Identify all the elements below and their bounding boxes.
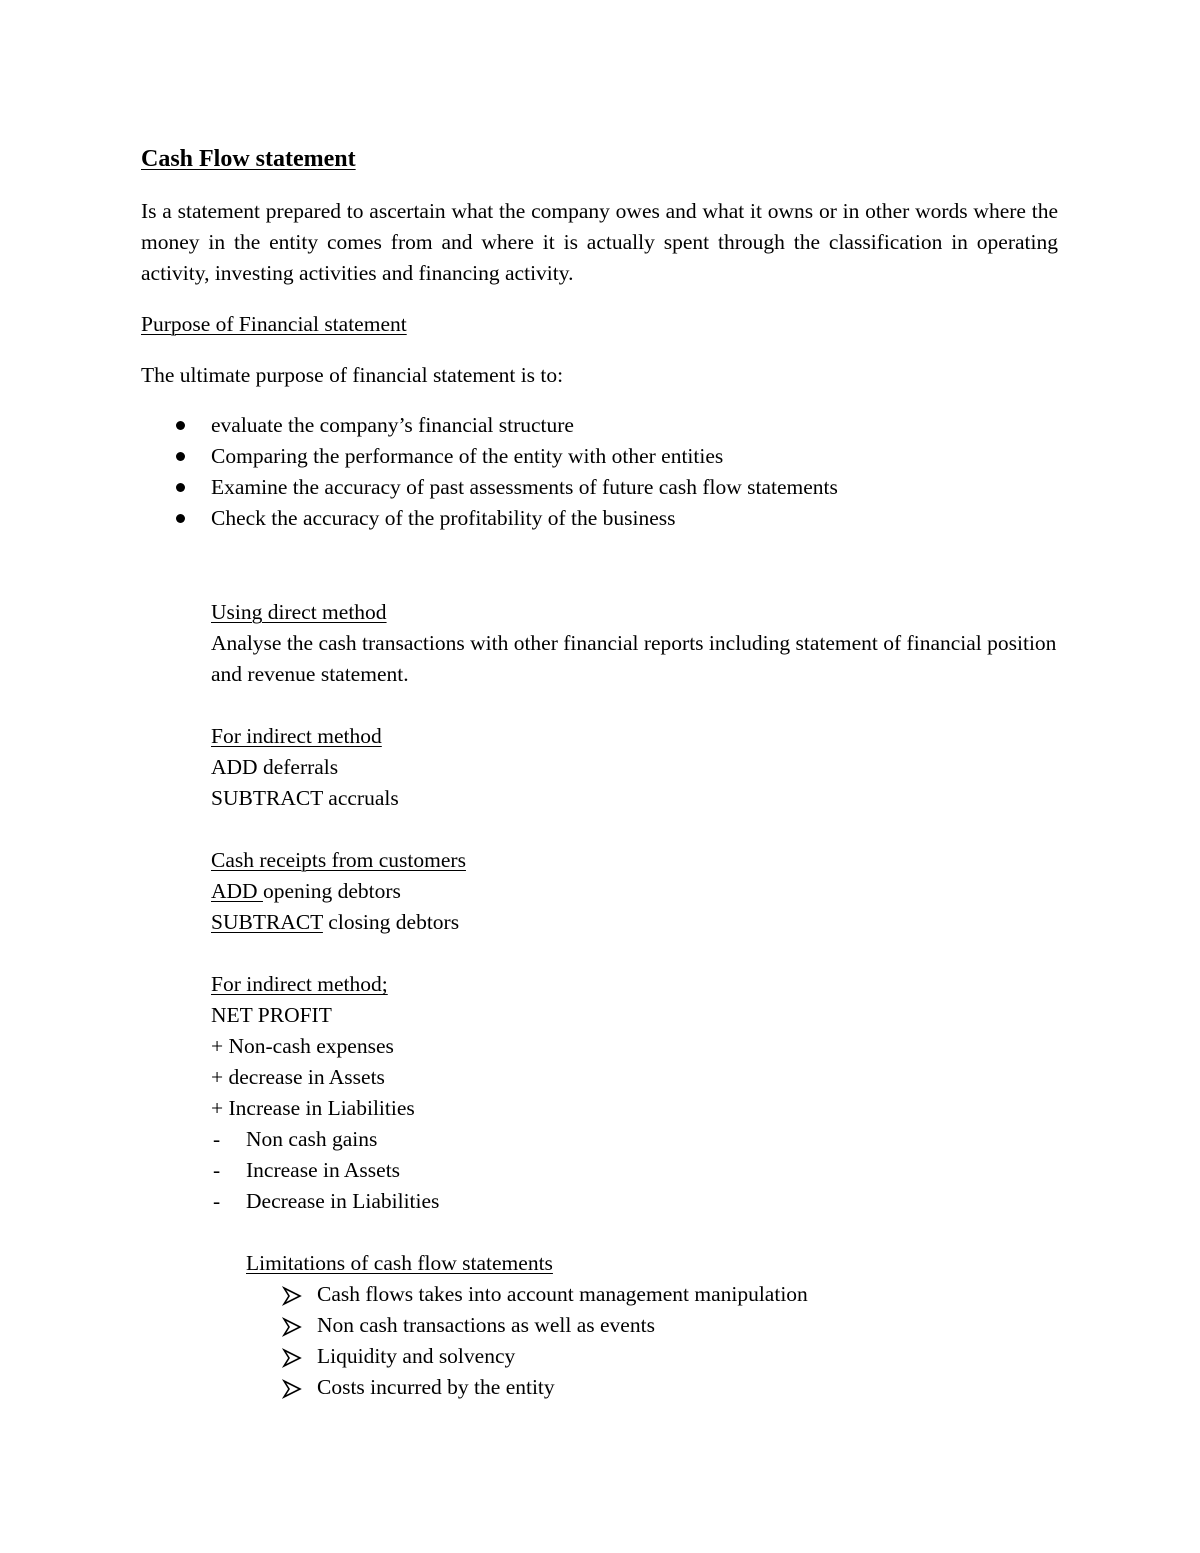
dash-icon: - [213,1127,221,1151]
indirect-line-subtract: SUBTRACT accruals [211,786,399,810]
cash-receipts-add-line [211,876,401,907]
indirect-method-heading: For indirect method [211,724,382,748]
bullet-icon [176,514,185,523]
limitation-item: Cash flows takes into account management manipulation [317,1282,808,1306]
deduction-line: Non cash gains [246,1127,378,1151]
limitation-item: Liquidity and solvency [317,1344,516,1368]
purpose-heading: Purpose of Financial statement [141,312,407,336]
deduction-line: Increase in Assets [246,1158,401,1182]
purpose-bullet: evaluate the company’s financial structure [211,413,574,437]
adjustment-line: + Non-cash expenses [211,1034,394,1058]
dash-icon: - [213,1189,221,1213]
bullet-icon [176,452,185,461]
add-text: opening debtors [262,879,401,903]
arrow-bullet-icon [282,1379,302,1399]
page-title: Cash Flow statement [141,146,356,172]
deduction-line: Decrease in Liabilities [246,1189,440,1213]
indirect-method-2-heading: For indirect method; [211,972,388,996]
direct-method-heading: Using direct method [211,600,387,624]
cash-receipts-heading: Cash receipts from customers [211,848,466,872]
adjustment-line: + Increase in Liabilities [211,1096,415,1120]
bullet-icon [176,421,185,430]
purpose-intro: The ultimate purpose of financial statement is to: [141,363,564,387]
subtract-text: closing debtors [322,910,460,934]
purpose-bullet: Examine the accuracy of past assessments of future cash flow statements [211,475,838,499]
adjustment-line: + decrease in Assets [211,1065,385,1089]
arrow-bullet-icon [282,1286,302,1306]
subtract-label: SUBTRACT [211,910,323,934]
cash-receipts-subtract-line [211,907,459,938]
arrow-bullet-icon [282,1348,302,1368]
purpose-bullet: Check the accuracy of the profitability of the business [211,506,676,530]
limitations-heading: Limitations of cash flow statements [246,1251,553,1275]
direct-method-text: Analyse the cash transactions with other financial reports including statement of financial position and revenue statement. [211,631,1057,686]
add-label: ADD [211,879,263,903]
limitation-item: Non cash transactions as well as events [317,1313,655,1337]
arrow-bullet-icon [282,1317,302,1337]
intro-paragraph: Is a statement prepared to ascertain what the company owes and what it owns or in other words where the money in the entity comes from and where it is actually spent through the classification in operating activity, investing activities and financing activity. [141,199,1058,285]
indirect-line-add: ADD deferrals [211,755,339,779]
purpose-bullet: Comparing the performance of the entity with other entities [211,444,724,468]
dash-icon: - [213,1158,221,1182]
net-profit-line: NET PROFIT [211,1003,332,1027]
bullet-icon [176,483,185,492]
limitation-item: Costs incurred by the entity [317,1375,555,1399]
